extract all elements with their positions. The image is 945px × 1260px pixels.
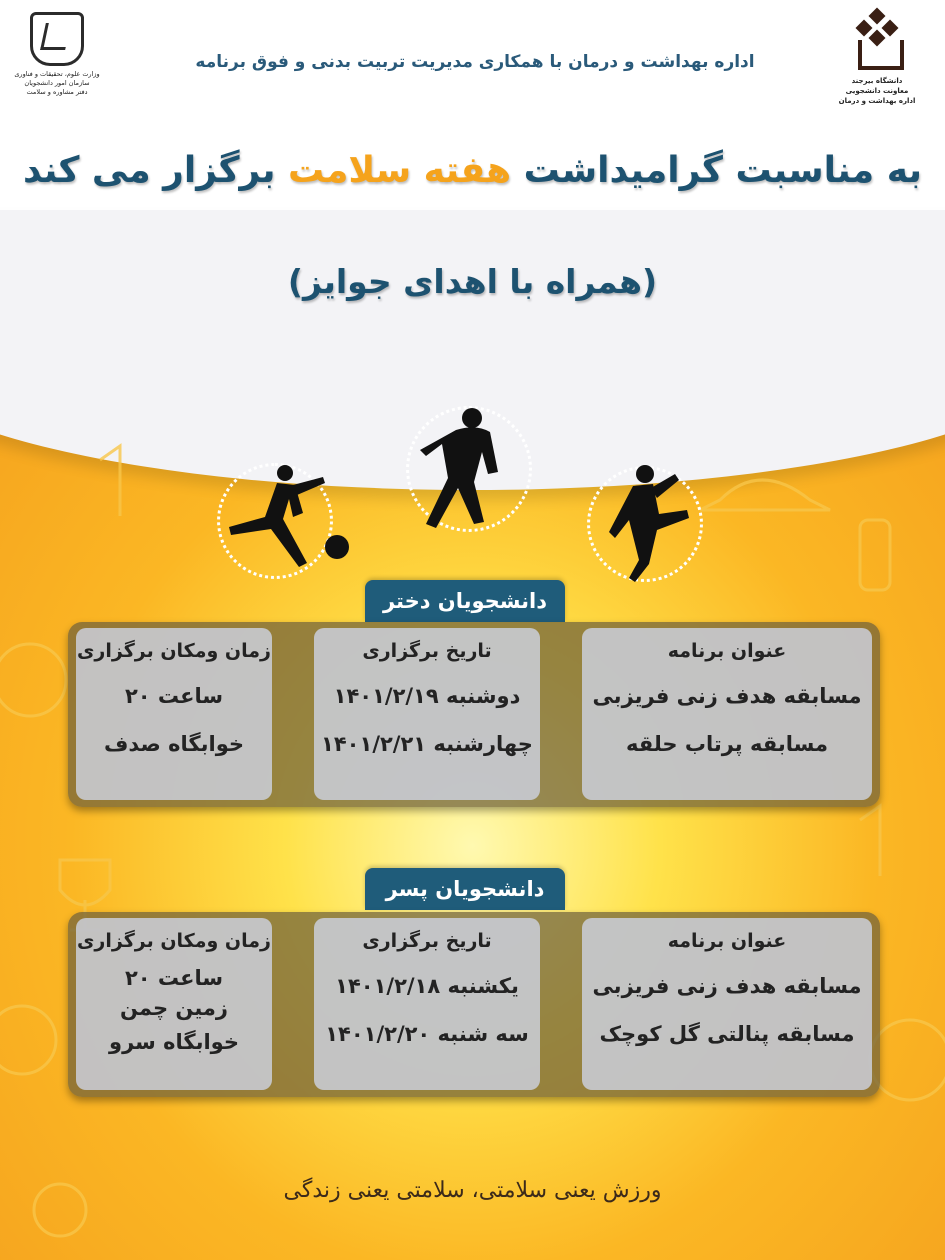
program-item: مسابقه هدف زنی فریزبی: [592, 684, 862, 708]
background-doodles: [0, 440, 945, 1260]
date-item: چهارشنبه ۱۴۰۱/۲/۲۱: [321, 732, 533, 756]
place-header: زمان ومکان برگزاری: [77, 930, 271, 952]
footer-slogan: ورزش یعنی سلامتی، سلامتی یعنی زندگی: [283, 1178, 662, 1203]
schedule-panel-girls: [68, 622, 880, 807]
right-university-logo: [827, 10, 927, 106]
column-place: [76, 918, 272, 1090]
ball-doodle-icon: [870, 1020, 945, 1100]
title-part-2: برگزار می کند: [22, 150, 288, 191]
seal-icon: [30, 12, 84, 66]
schedule-panel-boys: [68, 912, 880, 1097]
university-emblem-icon: [852, 10, 902, 70]
place-item: خوابگاه سرو: [109, 1030, 239, 1054]
logo-right-line: معاونت دانشجویی: [845, 87, 909, 95]
date-item: یکشنبه ۱۴۰۱/۲/۱۸: [335, 974, 519, 998]
player-jump-icon: [585, 460, 715, 590]
page-subtitle: (همراه با اهدای جوایز): [287, 262, 658, 301]
column-program: [582, 628, 872, 800]
place-item: زمین چمن: [120, 996, 228, 1020]
section-tab-girls: دانشجویان دختر: [365, 580, 565, 622]
date-header: تاریخ برگزاری: [362, 930, 492, 952]
player-kick-icon: [215, 455, 355, 585]
logo-left-line: دفتر مشاوره و سلامت: [26, 88, 88, 96]
organizer-line: اداره بهداشت و درمان با همکاری مدیریت تربیت بدنی و فوق برنامه: [195, 52, 755, 72]
ball-doodle-icon: [0, 1006, 56, 1074]
section-tab-boys: دانشجویان پسر: [365, 868, 565, 910]
place-item: ساعت ۲۰: [124, 684, 224, 708]
logo-right-line: دانشگاه بیرجند: [851, 77, 903, 85]
ball-doodle-icon: [0, 644, 66, 716]
page-title: [20, 150, 925, 191]
title-part-1: به مناسبت گرامیداشت: [511, 150, 923, 191]
football-icon: [325, 535, 349, 559]
logo-left-line: سازمان امور دانشجویان: [24, 79, 90, 87]
column-date: [314, 628, 540, 800]
date-header: تاریخ برگزاری: [362, 640, 492, 662]
program-header: عنوان برنامه: [667, 930, 787, 952]
left-ministry-logo: [12, 12, 102, 97]
program-item: مسابقه پنالتی گل کوچک: [599, 1022, 855, 1046]
column-place: [76, 628, 272, 800]
bottle-doodle-icon: [860, 520, 890, 590]
date-item: دوشنبه ۱۴۰۱/۲/۱۹: [333, 684, 521, 708]
column-date: [314, 918, 540, 1090]
logo-left-line: وزارت علوم، تحقیقات و فناوری: [14, 70, 100, 78]
place-item: ساعت ۲۰: [124, 966, 224, 990]
number-one-doodle-icon: [100, 446, 120, 516]
title-highlight: هفته سلامت: [288, 150, 512, 191]
logo-right-line: اداره بهداشت و درمان: [838, 97, 916, 105]
column-program: [582, 918, 872, 1090]
date-item: سه شنبه ۱۴۰۱/۲/۲۰: [325, 1022, 529, 1046]
place-item: خوابگاه صدف: [103, 732, 244, 756]
number-one-doodle-icon: [860, 806, 880, 876]
program-header: عنوان برنامه: [667, 640, 787, 662]
cap-doodle-icon: [700, 480, 830, 510]
program-item: مسابقه پرتاب حلقه: [626, 732, 828, 756]
program-item: مسابقه هدف زنی فریزبی: [592, 974, 862, 998]
player-run-icon: [400, 400, 540, 540]
place-header: زمان ومکان برگزاری: [77, 640, 271, 662]
